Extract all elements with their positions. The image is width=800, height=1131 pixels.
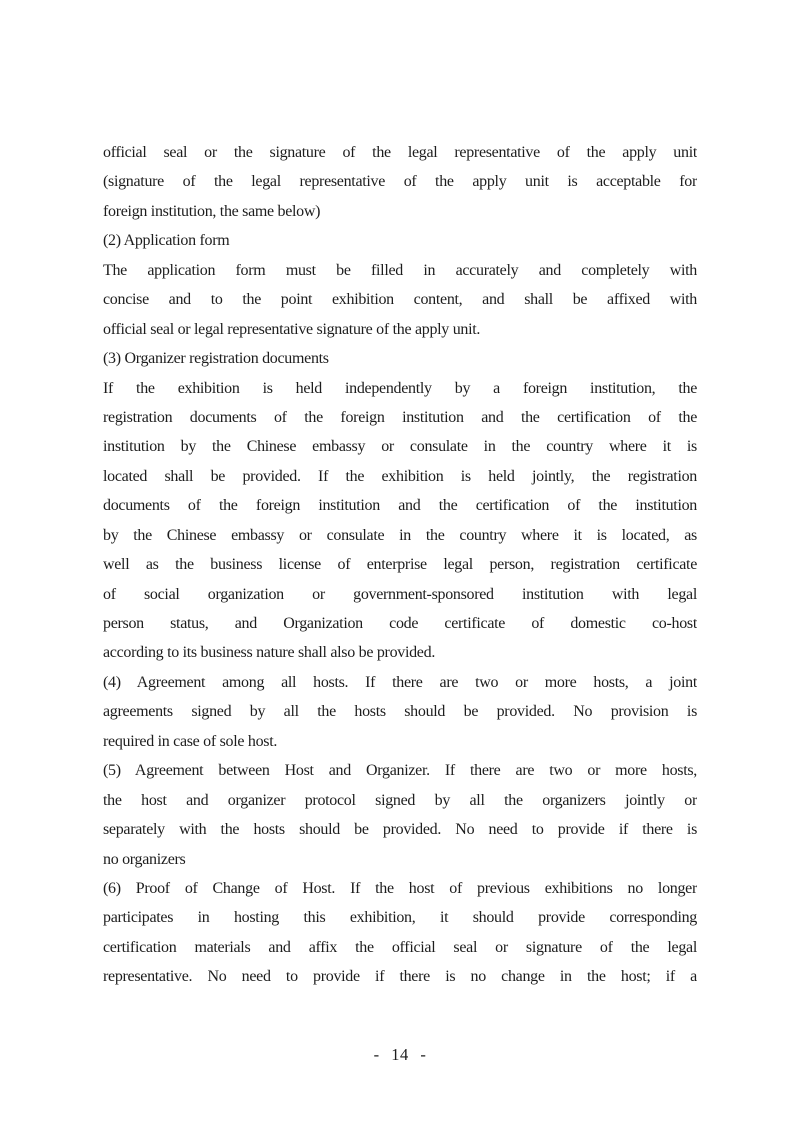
text-line: certification materials and affix the official seal or signature of the legal [103,938,697,956]
text-line: If the exhibition is held independently by a foreign institution, the [103,379,697,397]
text-line: foreign institution, the same below) [103,202,321,220]
text-line: no organizers [103,850,186,868]
text-line: (signature of the legal representative of the apply unit is acceptable for [103,173,697,191]
text-line: official seal or the signature of the legal representative of the apply unit [103,144,697,161]
text-line: documents of the foreign institution and the certification of the institution [103,497,697,515]
text-line: separately with the hosts should be provided. No need to provide if there is [103,821,697,839]
text-line: (5) Agreement between Host and Organizer. If there are two or more hosts, [103,762,697,780]
page-number: - 14 - [373,1045,427,1064]
text-line: by the Chinese embassy or consulate in the country where it is located, as [103,526,697,544]
text-line: the host and organizer protocol signed by all the organizers jointly or [103,791,697,809]
text-line: institution by the Chinese embassy or consulate in the country where it is [103,438,697,456]
text-line: person status, and Organization code certificate of domestic co-host [103,615,697,632]
text-line: agreements signed by all the hosts should be provided. No provision is [103,703,697,721]
document-text-block [103,138,697,992]
text-line: (6) Proof of Change of Host. If the host of previous exhibitions no longer [103,879,697,897]
text-line: according to its business nature shall also be provided. [103,644,436,662]
text-line: located shall be provided. If the exhibition is held jointly, the registration [103,467,697,485]
text-line: representative. No need to provide if there is no change in the host; if a [103,968,697,986]
text-line: of social organization or government-sponsored institution with legal [103,585,697,603]
text-line: registration documents of the foreign institution and the certification of the [103,408,697,426]
text-line: required in case of sole host. [103,732,278,750]
text-line: official seal or legal representative signature of the apply unit. [103,320,481,338]
page-footer [0,1045,800,1065]
text-line: (2) Application form [103,232,230,250]
text-line: The application form must be filled in accurately and completely with [103,261,697,279]
text-line: (4) Agreement among all hosts. If there are two or more hosts, a joint [103,673,697,691]
text-line: participates in hosting this exhibition, it should provide corresponding [103,909,697,927]
text-line: well as the business license of enterprise legal person, registration certificate [103,556,697,574]
text-line: (3) Organizer registration documents [103,350,329,368]
text-line: concise and to the point exhibition content, and shall be affixed with [103,291,697,309]
